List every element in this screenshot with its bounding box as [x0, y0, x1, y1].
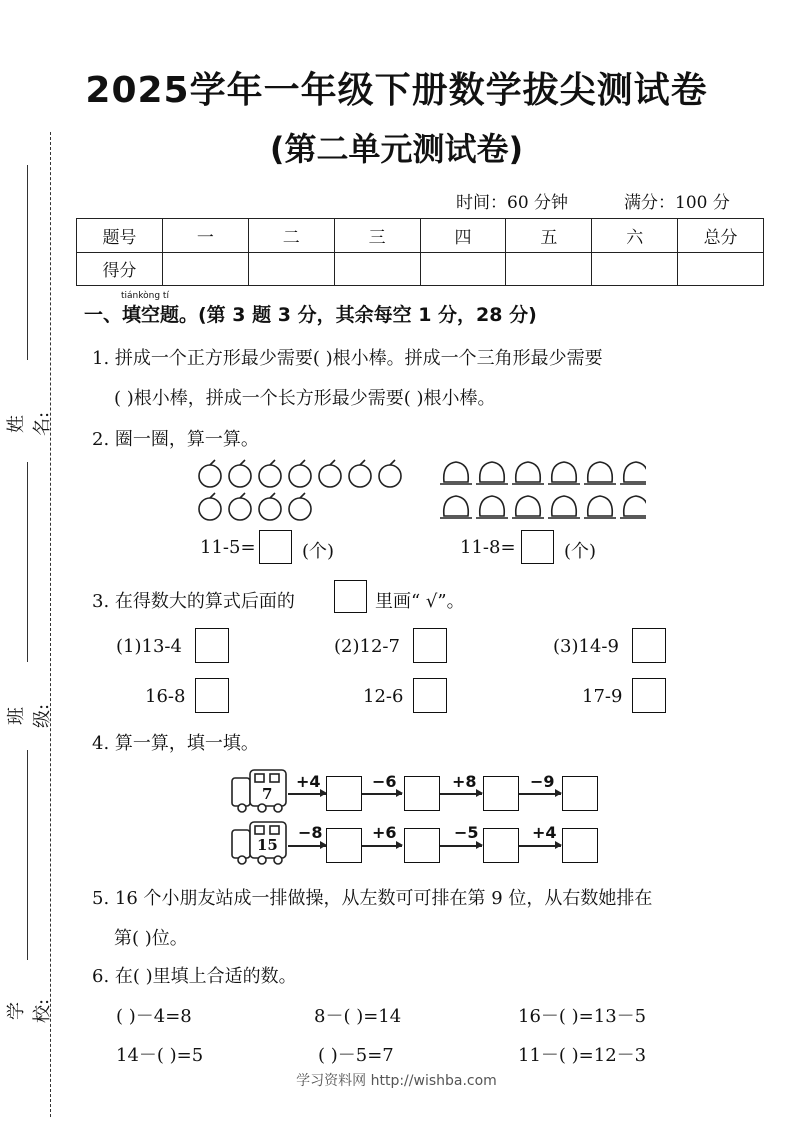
chain-answer-box[interactable] [562, 776, 598, 811]
score-entry-cell[interactable] [506, 252, 592, 286]
section-title: 一、填空题。(第 3 题 3 分，其余每空 1 分，28 分) [84, 304, 537, 326]
compare-item: 12-6 [363, 686, 404, 707]
question-5-line-1: 5. 16 个小朋友站成一排做操，从左数可可排在第 9 位，从右数她排在 [92, 888, 653, 909]
question-5-line-2: 第( )位。 [114, 928, 188, 949]
question-1-line-2: ( )根小棒，拼成一个长方形最少需要( )根小棒。 [114, 388, 496, 409]
question-1-line-1: 1. 拼成一个正方形最少需要( )根小棒。拼成一个三角形最少需要 [92, 348, 603, 369]
peach-unit: (个) [564, 541, 597, 562]
compare-check-box[interactable] [632, 628, 666, 663]
school-blank-line [27, 750, 28, 960]
fill-blank-equation: 8－( )=14 [314, 1006, 402, 1027]
score-entry-cell[interactable] [592, 252, 678, 286]
train-start-number: 15 [257, 836, 278, 854]
class-label: 班级: [6, 703, 53, 729]
compare-item: (2)12-7 [334, 636, 400, 657]
fill-blank-equation: 14－( )=5 [116, 1045, 204, 1066]
chain-answer-box[interactable] [483, 776, 519, 811]
school-label: 学校: [6, 998, 53, 1024]
question-2-text: 2. 圈一圈，算一算。 [92, 429, 259, 450]
table-cell: 一 [162, 219, 248, 253]
apples-illustration [196, 456, 426, 524]
train-start-number: 7 [262, 785, 273, 803]
question-3-text-b: 里画“ √”。 [375, 591, 465, 612]
name-blank-line [27, 165, 28, 360]
fill-blank-equation: 11－( )=12－3 [518, 1045, 647, 1066]
dashed-cut-line [50, 132, 51, 1117]
score-entry-cell[interactable] [420, 252, 506, 286]
arrow [440, 845, 482, 847]
chain-answer-box[interactable] [326, 776, 362, 811]
compare-check-box[interactable] [195, 678, 229, 713]
table-cell: 三 [334, 219, 420, 253]
compare-check-box[interactable] [195, 628, 229, 663]
score-table [76, 218, 764, 286]
operation-label: −8 [298, 823, 323, 842]
chain-answer-box[interactable] [326, 828, 362, 863]
arrow [519, 845, 561, 847]
apple-equation: 11-5= [200, 537, 256, 558]
table-cell: 二 [248, 219, 334, 253]
class-blank-line [27, 462, 28, 662]
question-6-text: 6. 在( )里填上合适的数。 [92, 966, 297, 987]
table-cell: 六 [592, 219, 678, 253]
compare-check-box[interactable] [632, 678, 666, 713]
fill-blank-equation: ( )－4=8 [116, 1006, 192, 1027]
binding-strip [0, 60, 70, 1060]
score-entry-cell[interactable] [678, 252, 764, 286]
section-pinyin: tiánkòng tí [121, 291, 169, 301]
question-3-text-a: 3. 在得数大的算式后面的 [92, 591, 295, 612]
table-cell: 总分 [678, 219, 764, 253]
page-subtitle: (第二单元测试卷) [269, 130, 524, 168]
sample-box [334, 580, 367, 613]
arrow [362, 845, 402, 847]
full-score: 满分：100 分 [624, 193, 730, 213]
operation-label: +4 [296, 772, 321, 791]
fill-blank-equation: 16－( )=13－5 [518, 1006, 647, 1027]
arrow [519, 793, 561, 795]
chain-answer-box[interactable] [562, 828, 598, 863]
compare-item: (3)14-9 [553, 636, 619, 657]
score-entry-cell[interactable] [248, 252, 334, 286]
peach-equation: 11-8= [460, 537, 516, 558]
arrow [440, 793, 482, 795]
question-4-text: 4. 算一算，填一填。 [92, 733, 259, 754]
arrow [288, 845, 326, 847]
footer-watermark: 学习资料网 http://wishba.com [296, 1073, 497, 1089]
table-cell: 得分 [77, 252, 163, 286]
fill-blank-equation: ( )－5=7 [318, 1045, 394, 1066]
exam-time: 时间：60 分钟 [456, 193, 569, 213]
score-table-header-row [77, 219, 764, 253]
operation-label: +4 [532, 823, 557, 842]
operation-label: −9 [530, 772, 555, 791]
operation-label: −6 [372, 772, 397, 791]
compare-item: (1)13-4 [116, 636, 182, 657]
compare-item: 16-8 [145, 686, 186, 707]
score-entry-cell[interactable] [162, 252, 248, 286]
arrow [362, 793, 402, 795]
name-label: 姓名: [6, 411, 53, 437]
apple-answer-box[interactable] [259, 530, 292, 564]
table-cell: 五 [506, 219, 592, 253]
compare-check-box[interactable] [413, 628, 447, 663]
score-table-score-row [77, 252, 764, 286]
score-entry-cell[interactable] [334, 252, 420, 286]
train-icon [230, 768, 290, 814]
chain-answer-box[interactable] [404, 776, 440, 811]
operation-label: +6 [372, 823, 397, 842]
table-cell: 四 [420, 219, 506, 253]
apple-unit: (个) [302, 541, 335, 562]
operation-label: −5 [454, 823, 479, 842]
chain-answer-box[interactable] [404, 828, 440, 863]
peach-answer-box[interactable] [521, 530, 554, 564]
chain-answer-box[interactable] [483, 828, 519, 863]
compare-check-box[interactable] [413, 678, 447, 713]
operation-label: +8 [452, 772, 477, 791]
peaches-illustration [436, 456, 646, 524]
compare-item: 17-9 [582, 686, 623, 707]
page-title: 2025学年一年级下册数学拔尖测试卷 [85, 70, 708, 111]
arrow [288, 793, 326, 795]
table-cell: 题号 [77, 219, 163, 253]
